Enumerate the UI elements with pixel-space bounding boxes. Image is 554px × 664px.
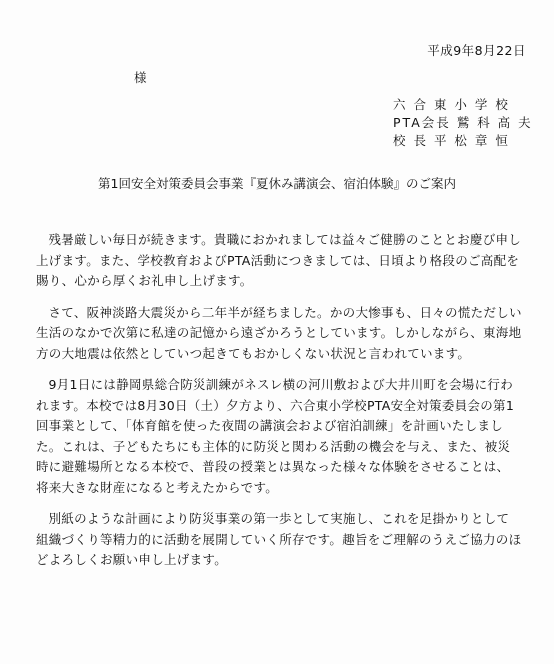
- sender-pta-chair: PTA会長 鷲 科 高 夫: [393, 115, 533, 130]
- body-paragraph-greeting: 残暑厳しい毎日が続きます。貴職におかれましては益々ご健勝のこととお慶び申し上げます。また、学校教育およびPTA活動につきましては、日頃より格段のご高配を賜り、心から厚くお礼申し上げます。: [36, 232, 522, 288]
- body-paragraph-event: 9月1日には静岡県総合防災訓練がネスレ横の河川敷および大井川町を会場に行われます。本校では8月30日（土）夕方より、六合東小学校PTA安全対策委員会の第1回事業として、「体育館を使った夜間の講演会および宿泊訓練」を計画いたしました。これは、子どもたちにも主体的に防災と関わる活動の機会を与え、また、被災時に避難場所となる本校で、普段の授業とは異なった様々な体験をさせることは、将来大きな財産になると考えたからです。: [36, 377, 515, 495]
- sender-school: 六 合 東 小 学 校: [393, 97, 510, 112]
- letter-title: 第1回安全対策委員会事業『夏休み講演会、宿泊体験』のご案内: [98, 176, 456, 191]
- body-paragraph-closing: 別紙のような計画により防災事業の第一歩として実施し、これを足掛かりとして組織づくり等精力的に活動を展開していく所存です。趣旨をご理解のうえご協力のほどよろしくお願い申し上げます。: [36, 511, 522, 567]
- body-paragraph-background: さて、阪神淡路大震災から二年半が経ちました。かの大惨事も、日々の慌ただしい生活のなかで次第に私達の記憶から遠ざかろうとしています。しかしながら、東海地方の大地震は依然としていつ起きてもおかしくない状況と言われています。: [36, 304, 522, 361]
- addressee-honorific: 様: [134, 70, 147, 85]
- letter-body: [36, 230, 522, 582]
- sender-block: [393, 96, 533, 150]
- letter-date: 平成9年8月22日: [427, 43, 526, 58]
- sender-principal: 校 長 平 松 章 恒: [393, 133, 510, 148]
